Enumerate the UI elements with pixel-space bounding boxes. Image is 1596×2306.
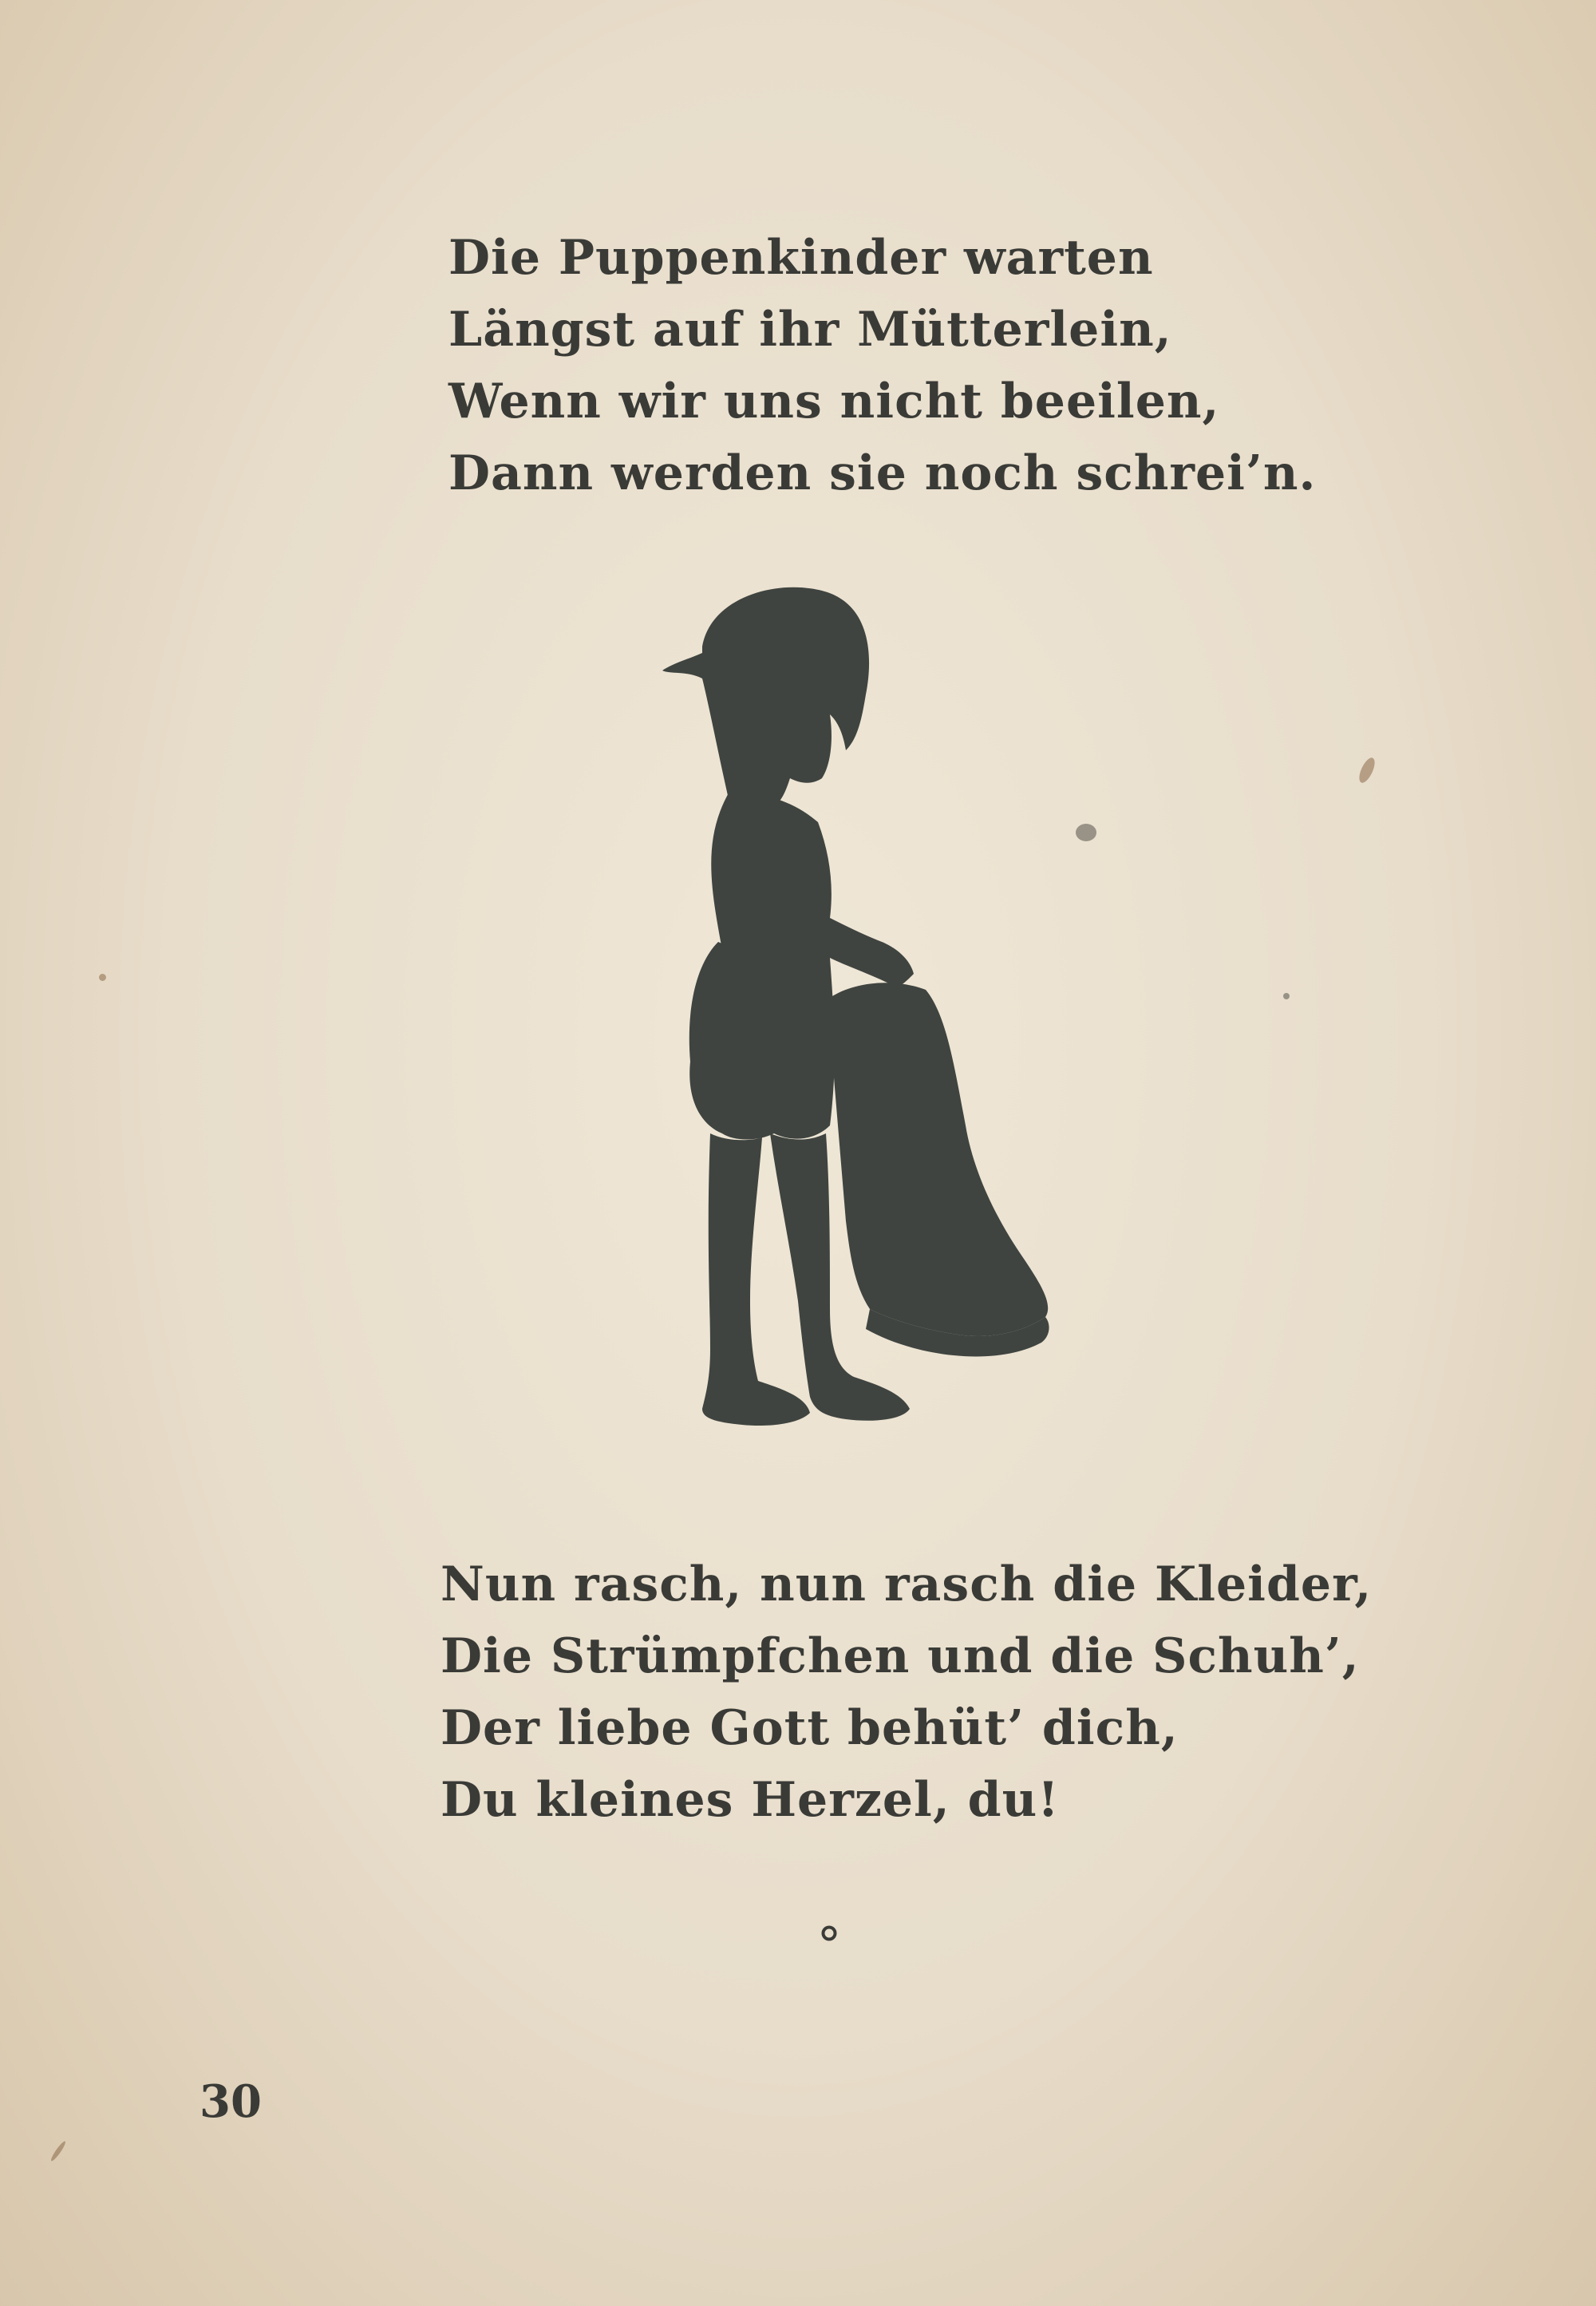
poem-line: Die Puppenkinder warten [448,230,1154,286]
poem-stanza-2 [440,1549,1372,1836]
child-silhouette-illustration [591,583,1085,1461]
ring-ornament-icon [820,1924,838,1942]
paper-speck [1356,756,1377,785]
paper-speck [1076,824,1096,841]
page-number: 30 [200,2075,262,2128]
poem-line: Die Strümpfchen und die Schuh’, [440,1628,1360,1684]
poem-line: Längst auf ihr Mütterlein, [448,302,1172,358]
poem-line: Dann werden sie noch schrei’n. [448,445,1317,501]
poem-line: Der liebe Gott behüt’ dich, [440,1700,1179,1756]
poem-line: Du kleines Herzel, du! [440,1772,1060,1828]
paper-speck [49,2140,67,2162]
poem-stanza-1 [448,222,1316,509]
poem-line: Nun rasch, nun rasch die Kleider, [440,1556,1373,1612]
paper-speck [99,974,106,981]
paper-speck [1283,993,1290,999]
poem-line: Wenn wir uns nicht beeilen, [448,374,1220,429]
